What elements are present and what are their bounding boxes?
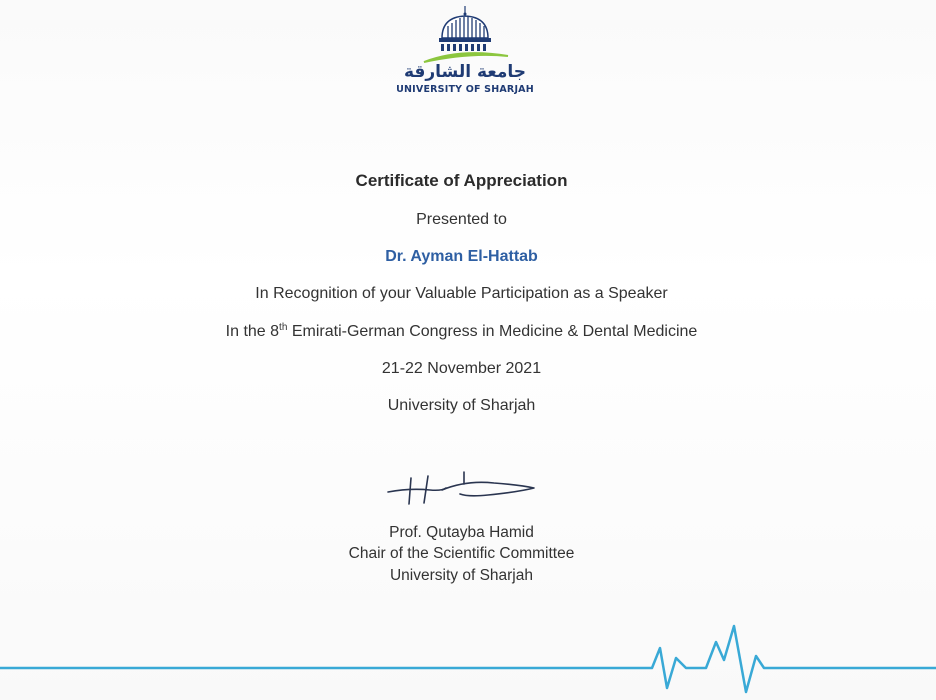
signatory-name: Prof. Qutayba Hamid	[389, 524, 534, 541]
congress-text	[0, 322, 923, 341]
signatory-role: Chair of the Scientific Committee	[348, 545, 575, 562]
recipient-name: Dr. Ayman El-Hattab	[385, 248, 538, 265]
presented-to-text: Presented to	[416, 211, 507, 228]
logo-arabic-text: جامعة الشارقة	[403, 62, 527, 82]
congress-prefix: In the 8	[225, 323, 280, 340]
event-venue: University of Sharjah	[387, 397, 536, 414]
heartbeat-line	[0, 620, 936, 700]
university-logo	[390, 4, 540, 100]
recognition-text: In Recognition of your Valuable Participation as a Speaker	[255, 285, 668, 302]
certificate-title: Certificate of Appreciation	[355, 171, 568, 190]
congress-suffix: Emirati-German Congress in Medicine & Dental Medicine	[287, 323, 698, 340]
logo-english-text: UNIVERSITY OF SHARJAH	[396, 84, 534, 95]
congress-ordinal-suffix: th	[279, 322, 288, 333]
event-date: 21-22 November 2021	[381, 360, 542, 377]
signatory-institution: University of Sharjah	[389, 567, 533, 584]
dome-emblem-icon	[390, 4, 540, 64]
handwritten-signature	[380, 466, 540, 506]
